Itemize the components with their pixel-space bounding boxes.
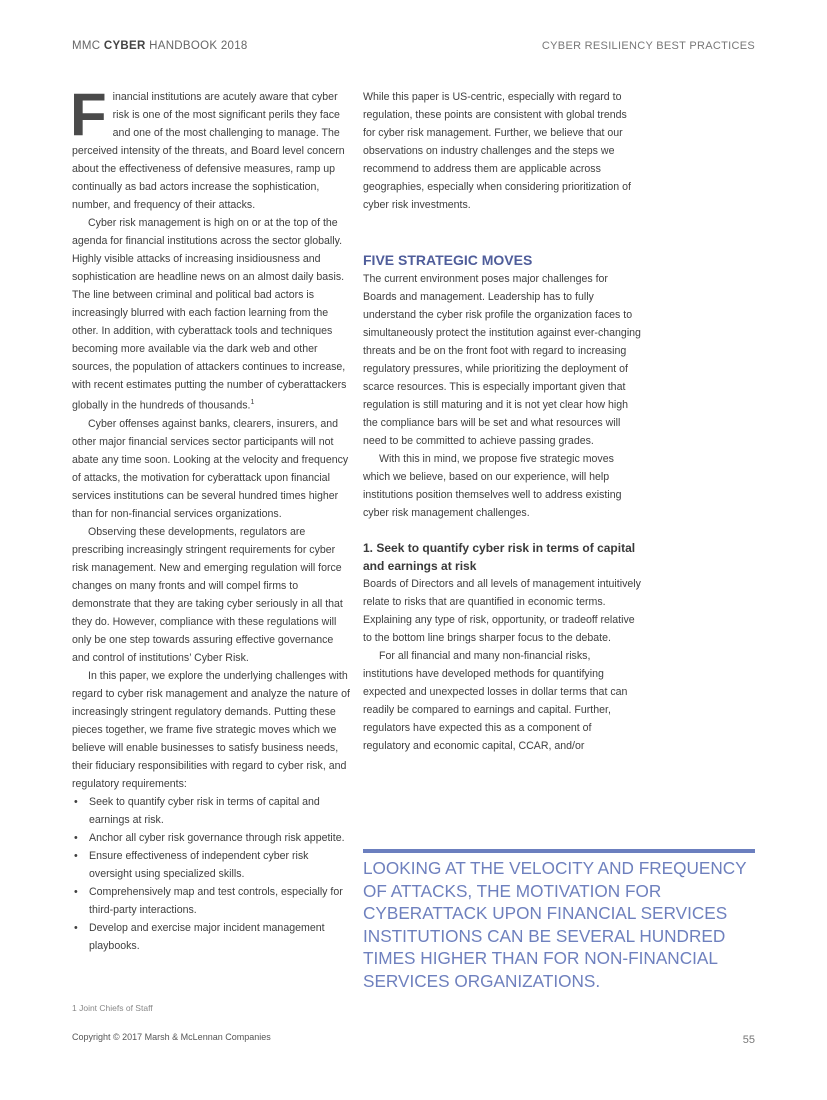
paragraph: With this in mind, we propose five strategic moves which we believe, based on our experience, will help institutions position themselves well to address existing cyber risk management challenges. <box>363 453 622 519</box>
page-number: 55 <box>742 1034 755 1046</box>
list-item: • Ensure effectiveness of independent cyber risk oversight using specialized skills. <box>72 847 350 883</box>
paragraph: In this paper, we explore the underlying challenges with regard to cyber risk management and analyze the nature of increasingly stringent regulatory demands. Putting these pieces together, we frame five strategic moves which we believe will enable businesses to satisfy business needs, their fiduciary responsibilities with regard to cyber risk, and regulatory requirements: <box>72 669 350 790</box>
header-prefix: MMC <box>72 40 104 52</box>
section-title: FIVE STRATEGIC MOVES <box>363 252 533 268</box>
footnote: 1 Joint Chiefs of Staff <box>72 1003 153 1013</box>
pull-quote: LOOKING AT THE VELOCITY AND FREQUENCY OF ATTACKS, THE MOTIVATION FOR CYBERATTACK UPON FINANCIAL SERVICES INSTITUTIONS CAN BE SEVERAL HUNDRED TIMES HIGHER THAN FOR NON-FINANCIAL SERVICES ORGANIZATIONS. <box>363 858 747 991</box>
list-item: • Develop and exercise major incident management playbooks. <box>72 919 350 955</box>
right-column <box>363 88 641 755</box>
intro-text: inancial institutions are acutely aware that cyber risk is one of the most significant perils they face and one of the most challenging to manage. The perceived intensity of the threats, and Board level concern about the effectiveness of defensive measures, ramp up continually as bad actors increase the sophistication, number, and frequency of their attacks. <box>72 91 345 211</box>
intro-paragraph <box>70 81 350 214</box>
paragraph: Cyber offenses against banks, clearers, insurers, and other major financial services sector participants will not abate any time soon. Looking at the velocity and frequency of attacks, the motivation for cyberattack upon financial services institutions can be several hundred times higher than for non-financial services organizations. <box>72 417 349 520</box>
strategic-moves-list <box>72 793 350 955</box>
paragraph: Observing these developments, regulators are prescribing increasingly stringent requirements for cyber risk management. New and emerging regulation will force changes on many fronts and will compel firms to demonstrate that they are taking cyber seriously in all that they do. However, compliance with these regulations will only be one step towards assuring effective governance and control of institutions’ Cyber Risk. <box>72 525 343 664</box>
section-header: CYBER RESILIENCY BEST PRACTICES <box>541 40 755 52</box>
copyright: Copyright © 2017 Marsh & McLennan Companies <box>72 1032 271 1042</box>
header-suffix: HANDBOOK 2018 <box>145 40 248 52</box>
subsection-title: 1. Seek to quantify cyber risk in terms of capital and earnings at risk <box>363 541 636 573</box>
list-item: • Seek to quantify cyber risk in terms of capital and earnings at risk. <box>72 793 350 829</box>
left-column <box>70 81 350 955</box>
footnote-ref[interactable]: 1 <box>250 399 255 406</box>
paragraph <box>72 214 350 415</box>
paragraph: While this paper is US-centric, especially with regard to regulation, these points are consistent with global trends for cyber risk management. Further, we believe that our observations on industry challenges and the steps we recommend to address them are applicable across geographies, especially when considering prioritization of cyber risk investments. <box>363 91 631 211</box>
list-item: • Anchor all cyber risk governance through risk appetite. <box>72 829 350 847</box>
drop-cap: F <box>70 81 107 148</box>
pull-quote-rule <box>363 849 755 853</box>
paragraph: Boards of Directors and all levels of management intuitively relate to risks that are quantified in economic terms. Explaining any type of risk, opportunity, or tradeoff relative to the bottom line brings sharper focus to the debate. <box>363 578 641 644</box>
paragraph: The current environment poses major challenges for Boards and management. Leadership has to fully understand the cyber risk profile the organization faces to simultaneously protect the institution against ever-changing threats and be on the front foot with regard to increasing regulatory pressures, while prioritizing the deployment of scarce resources. This is especially important given that regulation is still maturing and it is not yet clear how high the compliance bars will be set and what resources will need to be committed to achieve passing grades. <box>363 273 641 447</box>
running-header <box>72 40 248 52</box>
list-item: • Comprehensively map and test controls, especially for third-party interactions. <box>72 883 350 919</box>
header-brand: CYBER <box>103 40 146 52</box>
paragraph: For all financial and many non-financial risks, institutions have developed methods for quantifying expected and unexpected losses in dollar terms that can readily be compared to earnings and capital. Further, regulators have expected this as a component of regulatory and economic capital, CCAR, and/or <box>363 650 628 752</box>
paragraph-text: Cyber risk management is high on or at the top of the agenda for financial institutions across the sector globally. Highly visible attacks of increasing insidiousness and sophistication are headline news on an almost daily basis. The line between criminal and political bad actors is increasingly blurred with each faction learning from the other. In addition, with cyberattack tools and techniques becoming more available via the dark web and other sources, the population of attackers continues to increase, with recent estimates putting the number of cyberattackers globally in the hundreds of thousands. <box>72 217 347 412</box>
